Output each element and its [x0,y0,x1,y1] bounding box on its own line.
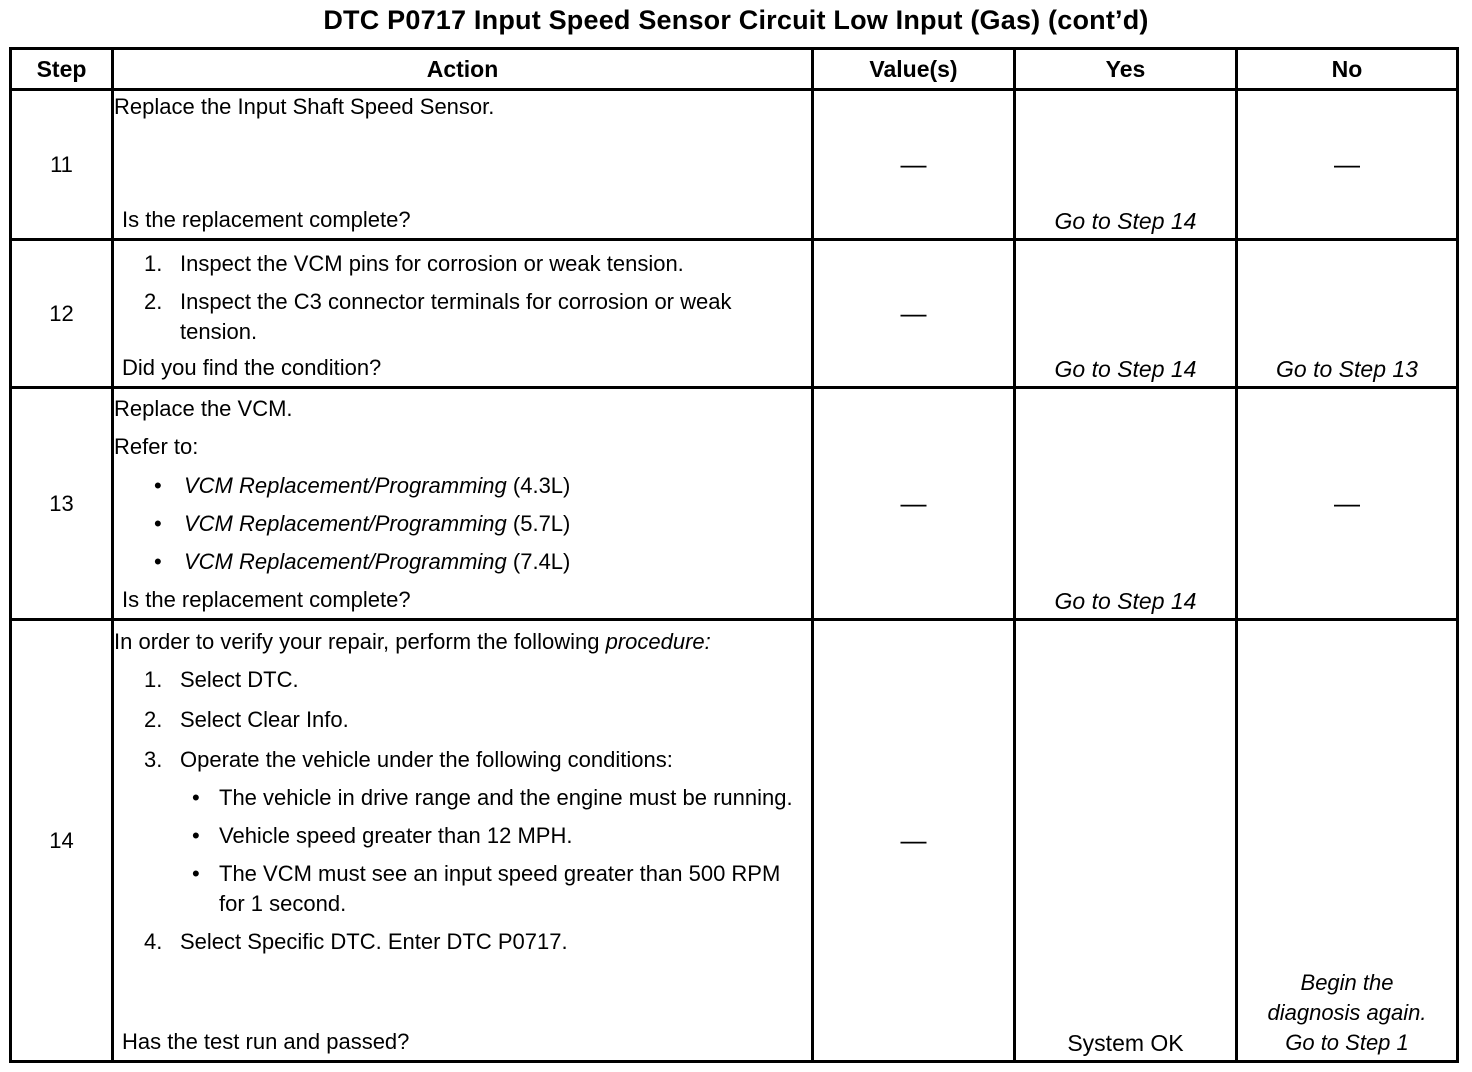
yes-link[interactable]: Go to Step 14 [1054,356,1197,382]
table-row-step-12 [11,240,1458,388]
bullet: • [154,473,162,498]
action-cell [113,388,813,620]
table-row-step-13 [11,388,1458,620]
procedure-intro-text: In order to verify your repair, perform the following [114,629,606,654]
reference-suffix: (5.7L) [506,511,571,536]
list-item [114,249,811,279]
header-yes: Yes [1015,49,1237,90]
list-item [114,665,811,695]
item-text: Inspect the C3 connector terminals for corrosion or weak tension. [180,289,732,344]
value-cell: — [813,620,1015,1062]
no-cell: — [1237,90,1458,240]
item-text: Select Clear Info. [180,707,349,732]
item-number: 3. [144,747,163,772]
bullet: • [192,785,200,810]
item-number: 4. [144,929,163,954]
list-item [114,745,811,775]
bullet: • [154,549,162,574]
action-question: Did you find the condition? [122,355,382,380]
refer-label: Refer to: [114,434,199,459]
header-row [11,49,1458,90]
header-no: No [1237,49,1458,90]
condition-item [114,859,811,919]
numbered-list [114,665,811,775]
action-question: Is the replacement complete? [122,207,411,232]
condition-item [114,821,811,851]
item-text: Select DTC. [180,667,299,692]
yes-cell [1015,388,1237,620]
no-link[interactable]: Go to Step 1 [1285,1030,1409,1055]
procedure-intro [114,627,811,657]
no-link[interactable]: Go to Step 13 [1276,356,1418,382]
item-text: Select Specific DTC. Enter DTC P0717. [180,929,568,954]
no-cell [1237,240,1458,388]
table-row-step-11 [11,90,1458,240]
item-number: 1. [144,251,163,276]
bullet: • [192,823,200,848]
reference-link[interactable]: VCM Replacement/Programming [184,511,507,536]
table-row-step-14 [11,620,1458,1062]
reference-item [114,471,811,501]
header-action: Action [113,49,813,90]
yes-link[interactable]: Go to Step 14 [1054,588,1197,614]
reference-suffix: (4.3L) [506,473,571,498]
no-cell [1237,620,1458,1062]
reference-item [114,547,811,577]
no-instruction [1238,968,1456,1060]
item-text: Inspect the VCM pins for corrosion or weak tension. [180,251,684,276]
page-title: DTC P0717 Input Speed Sensor Circuit Low Input (Gas) (cont’d) [323,5,1149,35]
no-line: diagnosis again. [1267,1000,1427,1025]
condition-list [114,783,811,919]
bullet: • [154,511,162,536]
reference-suffix: (7.4L) [506,549,571,574]
value-cell: — [813,240,1015,388]
reference-link[interactable]: VCM Replacement/Programming [184,473,507,498]
action-intro: Replace the Input Shaft Speed Sensor. [114,94,495,119]
no-cell: — [1237,388,1458,620]
action-question: Is the replacement complete? [122,587,411,612]
item-text: Operate the vehicle under the following conditions: [180,747,673,772]
list-item [114,287,811,347]
step-number: 12 [11,240,113,388]
condition-text: The VCM must see an input speed greater than 500 RPM for 1 second. [219,861,781,916]
header-values: Value(s) [813,49,1015,90]
value-cell: — [813,90,1015,240]
step-number: 13 [11,388,113,620]
action-cell [113,240,813,388]
action-question: Has the test run and passed? [122,1029,410,1054]
header-step: Step [11,49,113,90]
yes-cell [1015,240,1237,388]
value-cell: — [813,388,1015,620]
no-line: Begin the [1300,970,1394,995]
bullet: • [192,861,200,886]
action-cell [113,90,813,240]
action-intro: Replace the VCM. [114,396,293,421]
diagnostic-table [9,47,1459,1063]
item-number: 1. [144,667,163,692]
procedure-intro-italic: procedure: [605,629,711,654]
yes-cell [1015,90,1237,240]
yes-cell [1015,620,1237,1062]
list-item [114,927,811,957]
condition-item [114,783,811,813]
reference-link[interactable]: VCM Replacement/Programming [184,549,507,574]
condition-text: Vehicle speed greater than 12 MPH. [219,823,573,848]
item-number: 2. [144,707,163,732]
yes-link[interactable]: Go to Step 14 [1054,208,1197,234]
numbered-list-continued [114,927,811,957]
yes-result: System OK [1067,1030,1184,1056]
reference-item [114,509,811,539]
numbered-list [114,249,811,347]
step-number: 14 [11,620,113,1062]
step-number: 11 [11,90,113,240]
condition-text: The vehicle in drive range and the engine must be running. [219,785,793,810]
list-item [114,705,811,735]
item-number: 2. [144,289,163,314]
reference-list [114,471,811,577]
action-cell [113,620,813,1062]
